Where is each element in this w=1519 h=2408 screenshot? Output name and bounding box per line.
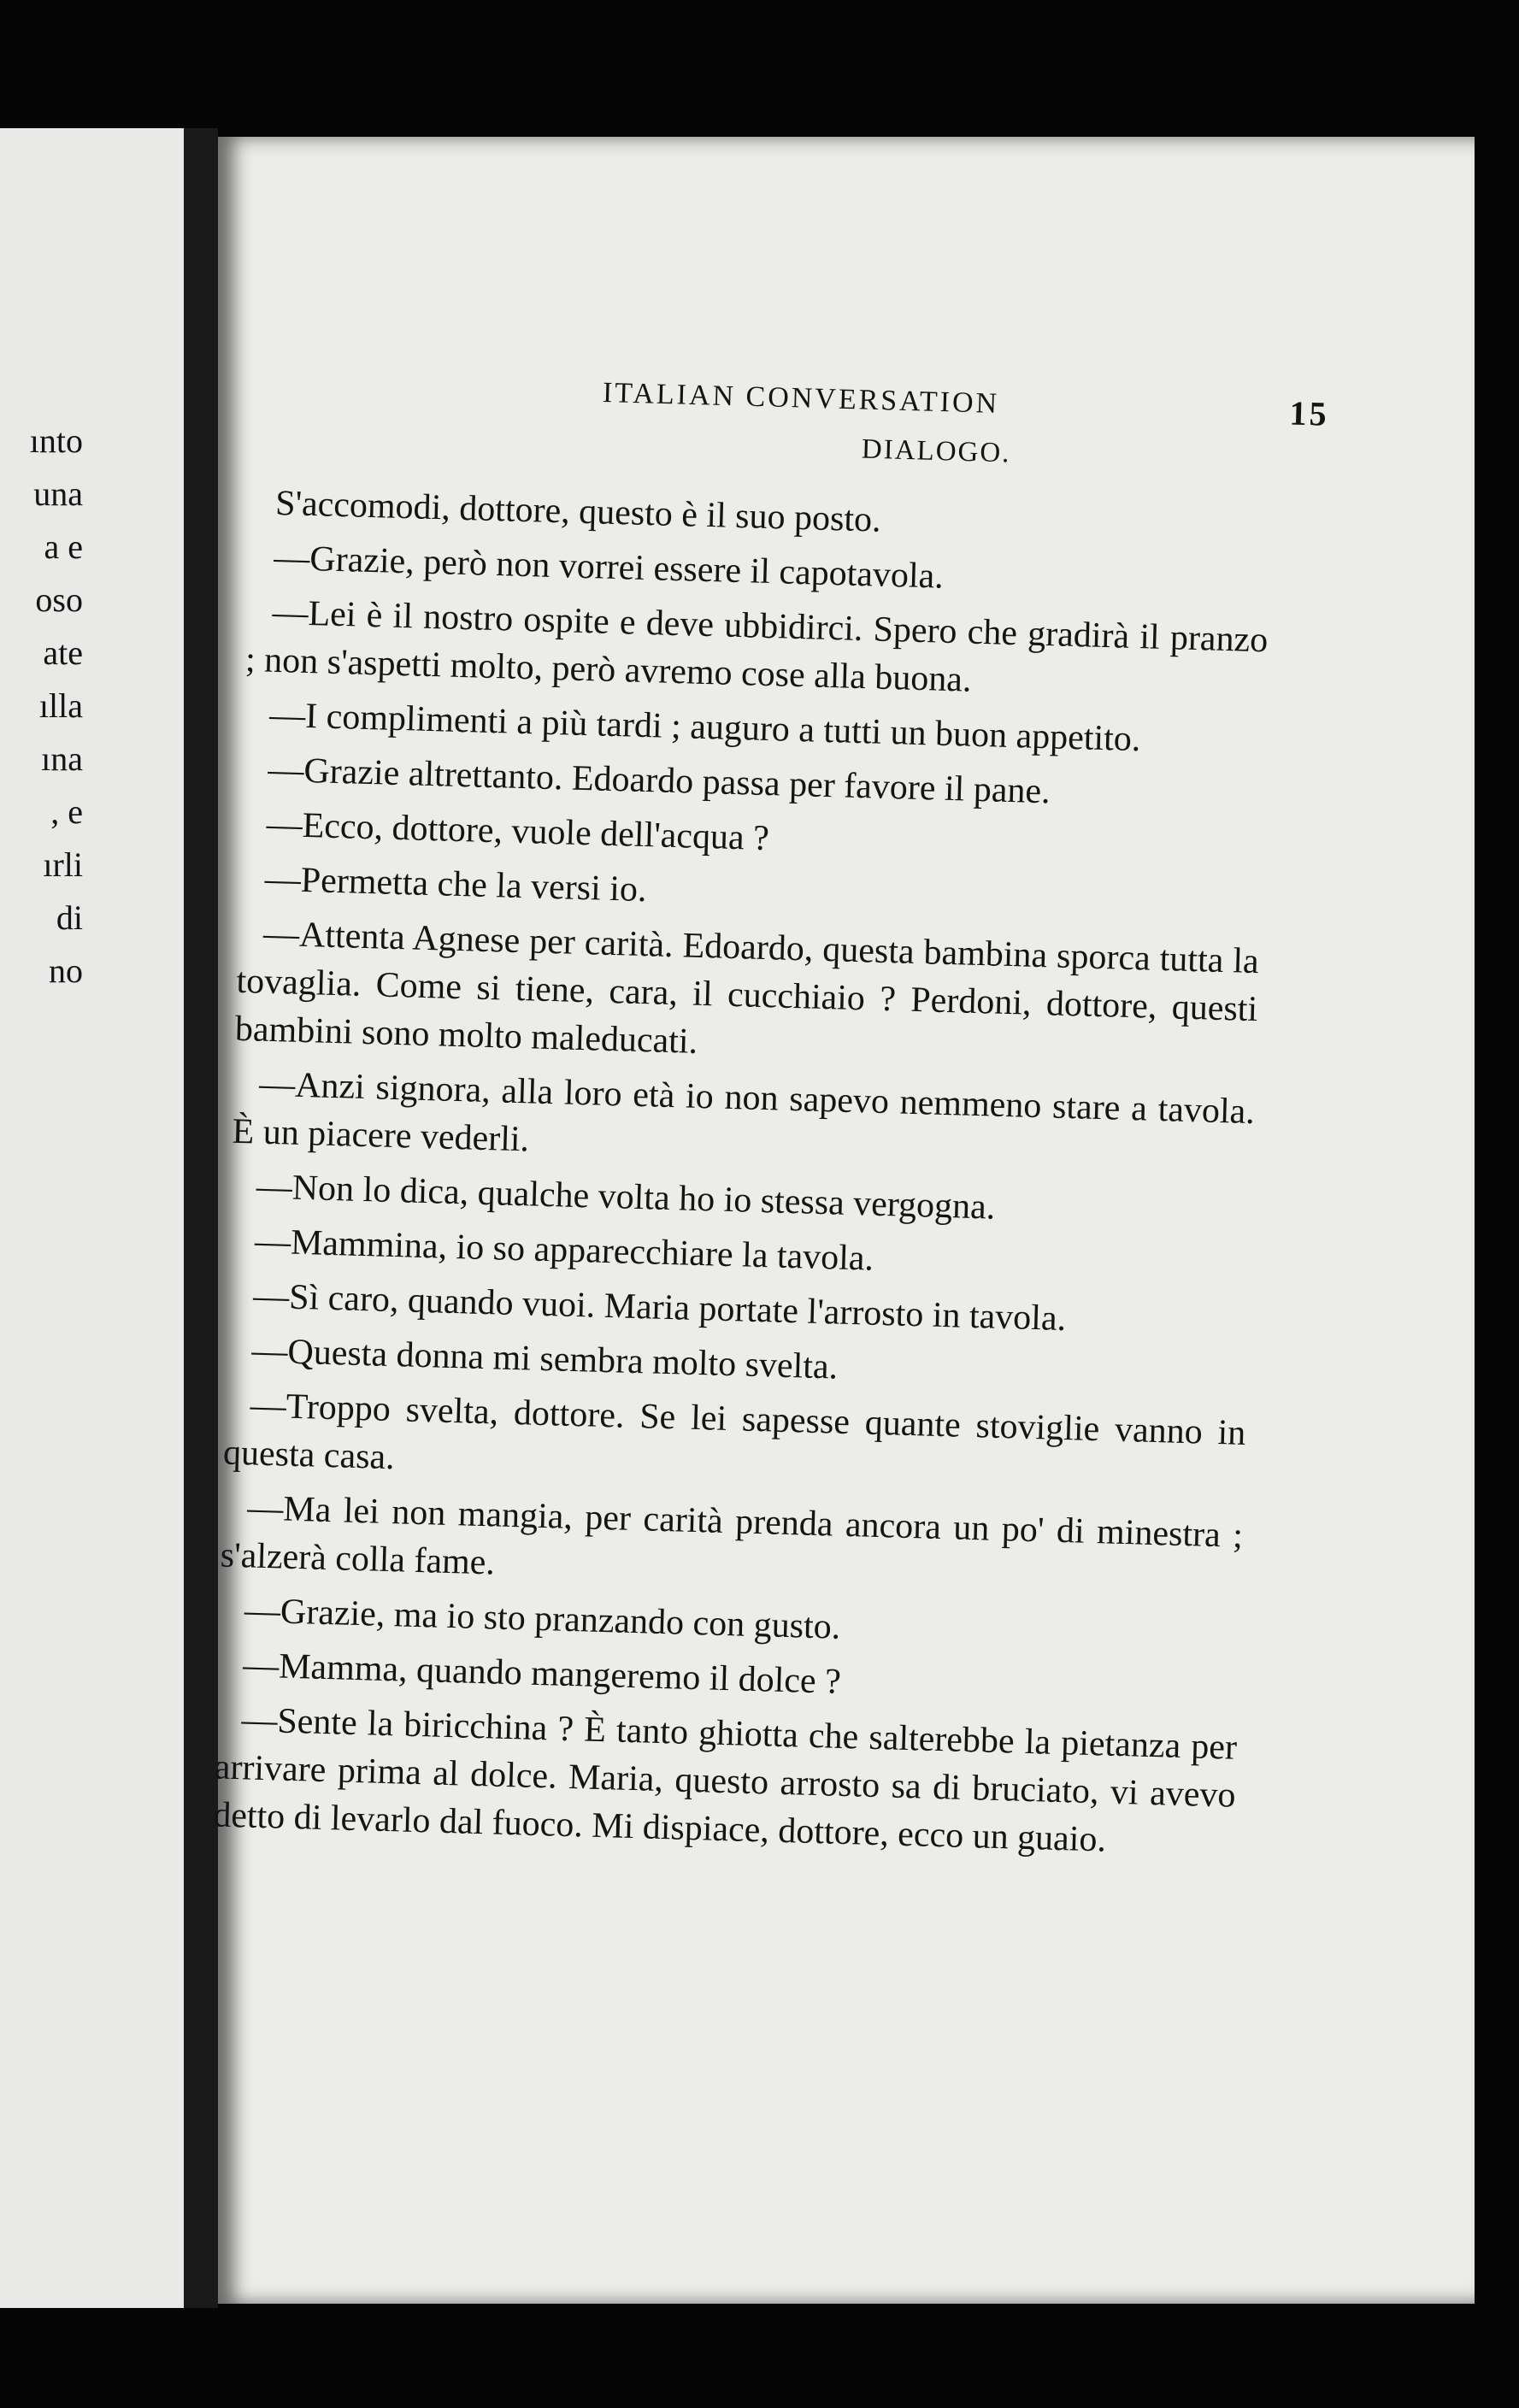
previous-page-line: a e: [44, 527, 83, 566]
dialogue-line: —Troppo svelta, dottore. Se lei sapesse quante stoviglie vanno in questa casa.: [222, 1386, 1246, 1478]
previous-page-line: oso: [35, 580, 83, 619]
dialogue-line: —Mamma, quando mangeremo il dolce ?: [242, 1646, 842, 1702]
dialogue-line: —Ecco, dottore, vuole dell'acqua ?: [266, 804, 770, 859]
previous-page-line: , e: [50, 792, 83, 831]
dialogue-line: —Non lo dica, qualche volta ho io stessa vergogna.: [256, 1167, 996, 1228]
book-gutter: [184, 128, 218, 2308]
previous-page-line: ırli: [43, 845, 83, 884]
dialogue-line: —Grazie, però non vorrei essere il capotavola.: [273, 538, 945, 597]
dialogue-text: [212, 479, 1271, 1875]
dialogue-line: —Sì caro, quando vuoi. Maria portate l'arrosto in tavola.: [252, 1276, 1067, 1339]
page-number: 15: [1289, 392, 1330, 433]
previous-page-line: di: [56, 898, 83, 937]
dialogue-line: —Ma lei non mangia, per carità prenda ancora un po' di minestra ; s'alzerà colla fame.: [220, 1488, 1244, 1583]
dialogue-line: —Attenta Agnese per carità. Edoardo, questa bambina sporca tutta la tovaglia. Come si tiene, cara, il cucchiaio ? Perdoni, dottore, questi bambini sono molto maleducati.: [234, 914, 1260, 1062]
dialogue-line: —I complimenti a più tardi ; auguro a tutti un buon appetito.: [268, 695, 1141, 760]
dialogue-line: —Questa donna mi sembra molto svelta.: [250, 1331, 839, 1387]
dialogue-line: S'accomodi, dottore, questo è il suo posto.: [274, 483, 882, 540]
dialogue-line: —Grazie altrettanto. Edoardo passa per favore il pane.: [267, 750, 1051, 812]
dialogue-line: —Permetta che la versi io.: [264, 859, 648, 910]
previous-page-line: ınto: [29, 421, 83, 460]
dialogue-line: —Anzi signora, alla loro età io non sapevo nemmeno stare a tavola. È un piacere vederli.: [232, 1064, 1256, 1160]
dialogue-line: —Grazie, ma io sto pranzando con gusto.: [244, 1591, 841, 1647]
previous-page-text: [0, 415, 184, 998]
previous-page-line: ate: [43, 633, 83, 672]
previous-page-line: una: [33, 474, 83, 513]
dialogue-line: —Mammina, io so apparecchiare la tavola.: [254, 1222, 874, 1279]
section-title: DIALOGO.: [861, 433, 1011, 469]
running-header: [602, 368, 1329, 439]
book-page: [212, 137, 1475, 2304]
previous-page: [0, 128, 184, 2308]
previous-page-line: no: [49, 951, 83, 990]
previous-page-line: ına: [41, 739, 83, 778]
running-title: ITALIAN CONVERSATION: [602, 377, 1000, 420]
dialogue-line: —Sente la biricchina ? È tanto ghiotta che salterebbe la pietanza per arrivare prima al dolce. Maria, questo arrosto sa di bruciato, vi avevo detto di levarlo dal fuoco. Mi dispiace, dottore, ecco un guaio.: [212, 1700, 1238, 1860]
dialogue-line: —Lei è il nostro ospite e deve ubbidirci. Spero che gradirà il pranzo ; non s'aspetti molto, però avremo cose alla buona.: [244, 592, 1269, 700]
previous-page-line: ılla: [38, 686, 83, 725]
